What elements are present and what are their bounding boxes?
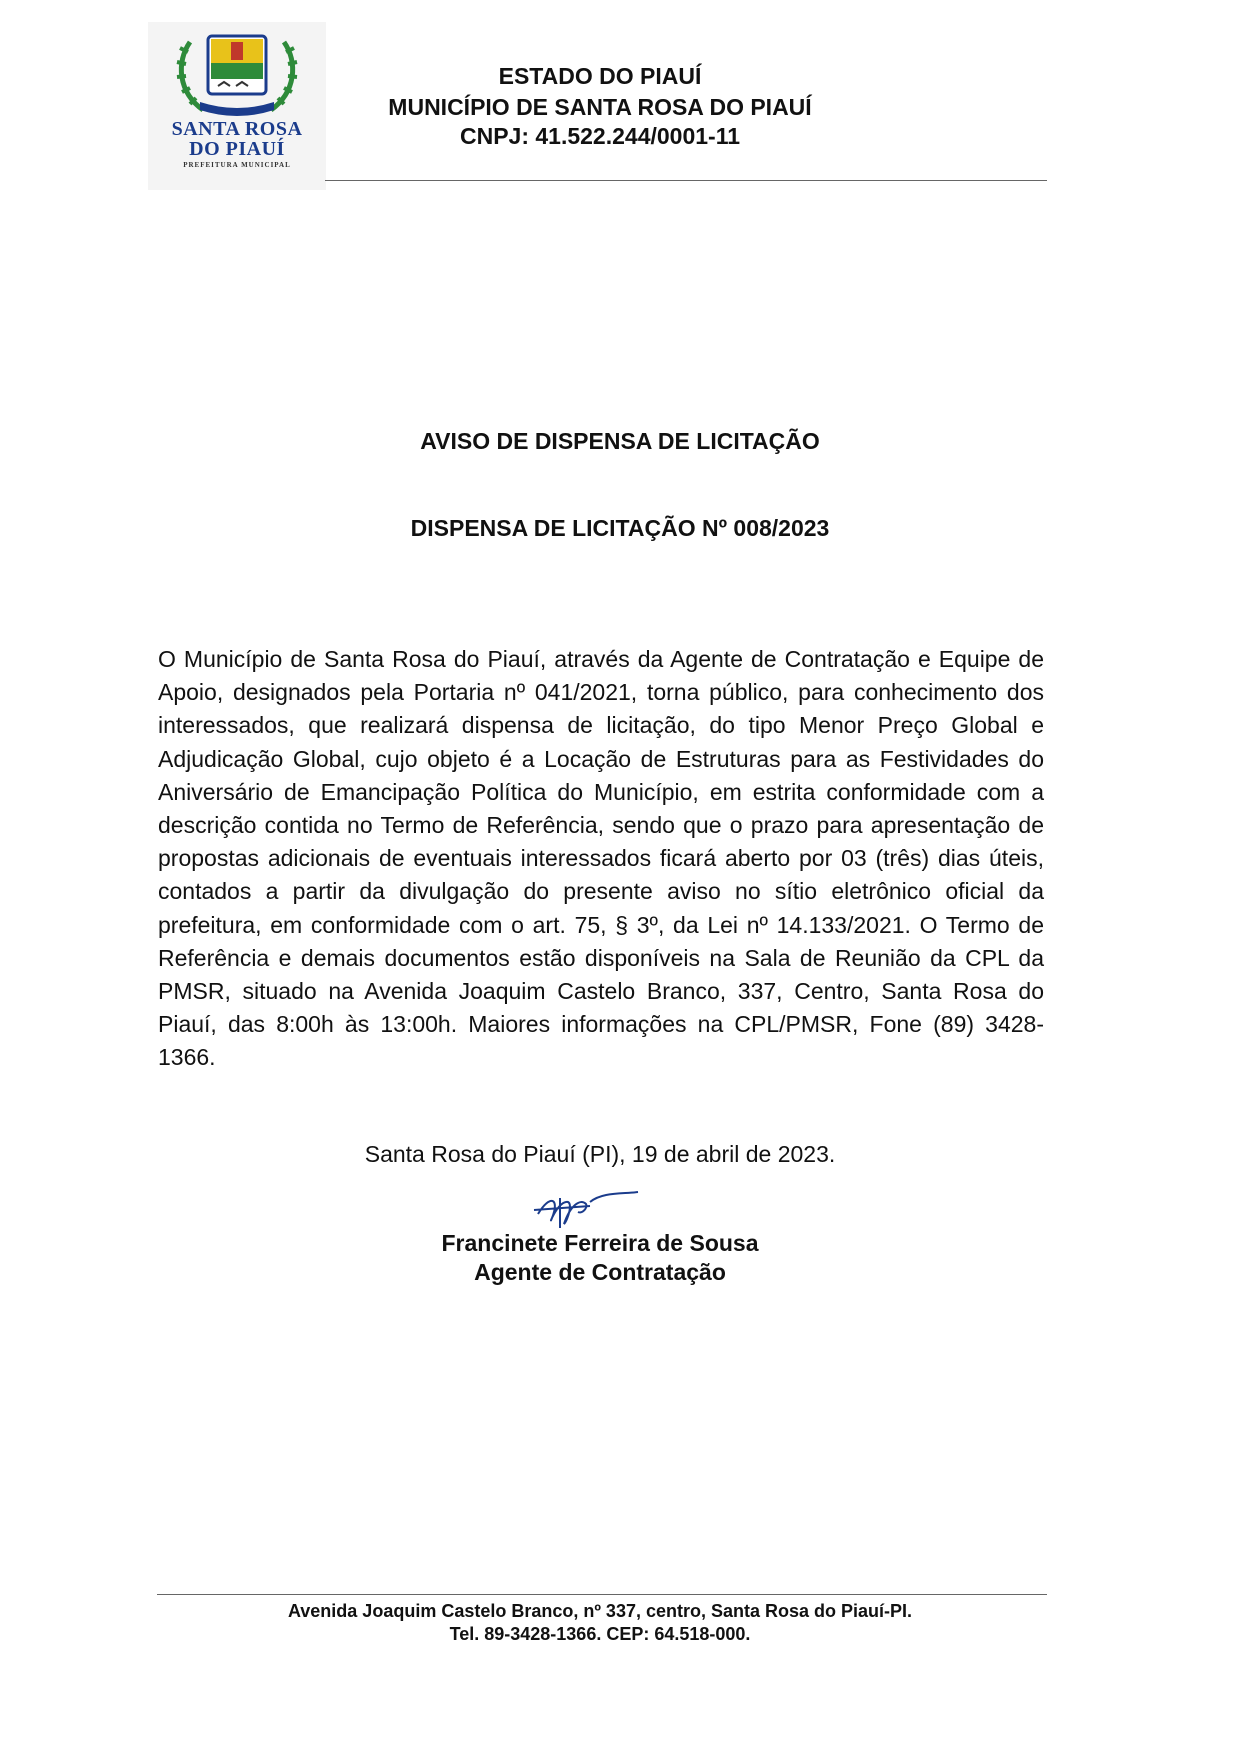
notice-number: DISPENSA DE LICITAÇÃO Nº 008/2023 — [410, 515, 830, 541]
logo-name-line1: SANTA ROSA — [171, 118, 303, 140]
header-municipality: MUNICÍPIO DE SANTA ROSA DO PIAUÍ — [388, 94, 812, 120]
logo-name-line2: DO PIAUÍ — [189, 138, 285, 160]
signatory-name: Francinete Ferreira de Sousa — [441, 1230, 759, 1256]
logo-subtitle: PREFEITURA MUNICIPAL — [183, 161, 291, 169]
footer-address: Avenida Joaquim Castelo Branco, nº 337, centro, Santa Rosa do Piauí-PI. — [287, 1601, 913, 1621]
header-divider — [325, 180, 1047, 181]
handwritten-signature-icon — [530, 1184, 640, 1234]
notice-title: AVISO DE DISPENSA DE LICITAÇÃO — [420, 428, 820, 454]
header-cnpj: CNPJ: 41.522.244/0001-11 — [459, 123, 741, 149]
header-state: ESTADO DO PIAUÍ — [498, 63, 702, 89]
footer-divider — [157, 1594, 1047, 1595]
footer-contact: Tel. 89-3428-1366. CEP: 64.518-000. — [449, 1624, 751, 1644]
notice-date: Santa Rosa do Piauí (PI), 19 de abril de 2023. — [364, 1141, 836, 1167]
notice-body: O Município de Santa Rosa do Piauí, através da Agente de Contratação e Equipe de Apoio, designados pela Portaria nº 041/2021, torna público, para conhecimento dos interessados, que realizará dispensa de licitação, do tipo Menor Preço Global e Adjudicação Global, cujo objeto é a Locação de Estruturas para as Festividades do Aniversário de Emancipação Política do Município, em estrita conformidade com a descrição contida no Termo de Referência, sendo que o prazo para apresentação de propostas adicionais de eventuais interessados ficará aberto por 03 (três) dias úteis, contados a partir da divulgação do presente aviso no sítio eletrônico oficial da prefeitura, em conformidade com o art. 75, § 3º, da Lei nº 14.133/2021. O Termo de Referência e demais documentos estão disponíveis na Sala de Reunião da CPL da PMSR, situado na Avenida Joaquim Castelo Branco, 337, Centro, Santa Rosa do Piauí, das 8:00h às 13:00h. Maiores informações na CPL/PMSR, Fone (89) 3428-1366. — [158, 646, 1044, 1071]
signatory-role: Agente de Contratação — [474, 1259, 726, 1285]
